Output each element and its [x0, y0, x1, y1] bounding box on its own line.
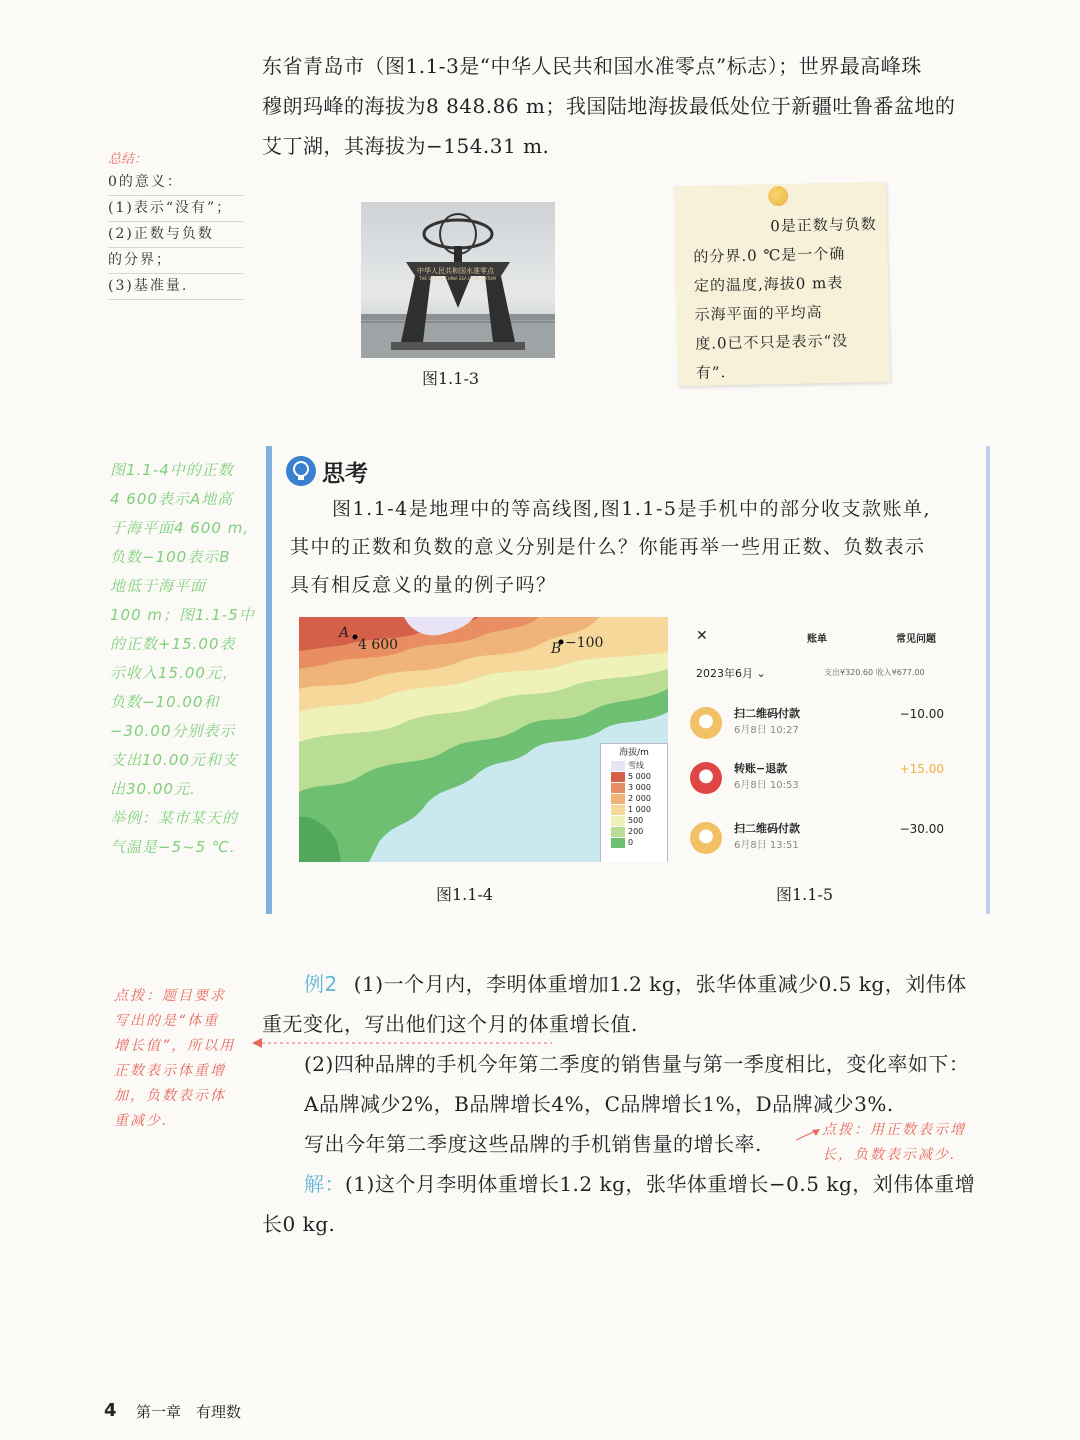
sticky-line: 0是正数与负数 [770, 215, 877, 236]
figure-114-caption: 图1.1-4 [436, 885, 494, 904]
plaque-en: THE SITE OF CHINA SEA LEVEL DATUM [419, 276, 496, 281]
map-legend [600, 743, 668, 862]
page-number: 4 [104, 1400, 117, 1421]
intro-line: 艾丁湖，其海拔为−154.31 m. [262, 134, 550, 158]
summary-line: (1)表示“没有”； [108, 196, 243, 222]
think-line: 具有相反意义的量的例子吗？ [290, 574, 557, 596]
green-note-line: 气温是−5~5 ℃. [110, 838, 236, 856]
think-border-left [266, 446, 272, 914]
transaction-amount: −10.00 [899, 707, 944, 721]
transaction-title: 扫二维码付款 [734, 822, 800, 835]
intro-line: 东省青岛市（图1.1-3是“中华人民共和国水准零点”标志）；世界最高峰珠 [262, 54, 922, 78]
legend-swatch [611, 816, 625, 826]
think-icon [286, 456, 316, 486]
legend-label: 5 000 [628, 772, 651, 781]
chevron-down-icon: ⌄ [756, 667, 766, 680]
legend-item [611, 804, 667, 815]
example-line: 重无变化，写出他们这个月的体重增长值. [262, 1012, 638, 1036]
sticky-note [674, 182, 890, 386]
chapter-title: 第一章 有理数 [136, 1403, 242, 1421]
legend-items [611, 760, 667, 848]
green-note-line: 4 600表示A地高 [110, 490, 234, 508]
legend-title: 海拔/m [619, 748, 649, 758]
legend-swatch [611, 761, 625, 771]
summary-line: (3)基准量. [108, 274, 243, 300]
solution-label: 解： [304, 1172, 345, 1196]
hint-right-note [822, 1118, 992, 1168]
figure-114-map [299, 617, 668, 862]
legend-label: 2 000 [628, 794, 651, 803]
legend-label: 0 [628, 838, 634, 847]
transaction-row[interactable] [690, 820, 960, 860]
intro-line: 穆朗玛峰的海拔为8 848.86 m；我国陆地海拔最低处位于新疆吐鲁番盆地的 [262, 94, 956, 118]
think-line: 其中的正数和负数的意义分别是什么？你能再举一些用正数、负数表示 [290, 536, 926, 558]
summary-line: 0的意义： [108, 170, 243, 196]
point-b-label: B [551, 641, 562, 657]
transaction-time: 6月8日 10:53 [734, 780, 799, 791]
figure-113-caption: 图1.1-3 [422, 369, 480, 388]
example-text: (1)一个月内，李明体重增加1.2 kg，张华体重减少0.5 kg，刘伟体 [353, 972, 967, 996]
summary-line: 的分界； [108, 248, 243, 274]
solution-text: (1)这个月李明体重增长1.2 kg，张华体重增长−0.5 kg，刘伟体重增 [345, 1172, 976, 1196]
example-line: 写出今年第二季度这些品牌的手机销售量的增长率. [304, 1132, 762, 1156]
figure-115-caption: 图1.1-5 [776, 885, 834, 904]
legend-item [611, 826, 667, 837]
green-note-line: 负数−100表示B [110, 548, 231, 566]
transaction-amount: +15.00 [899, 762, 944, 776]
green-note-line: 于海平面4 600 m, [110, 519, 250, 537]
tab-faq[interactable]: 常见问题 [896, 634, 936, 645]
hint-left-line: 写出的是“体重 [114, 1013, 220, 1029]
legend-item [611, 782, 667, 793]
example-line [262, 964, 1022, 1004]
legend-label: 雪线 [628, 761, 644, 770]
solution-line [262, 1164, 1022, 1204]
transfer-icon [690, 762, 722, 794]
example-block [262, 964, 1022, 1244]
hint-arrow-right [794, 1126, 824, 1142]
month-selector[interactable] [696, 665, 766, 681]
think-border-right [986, 446, 990, 914]
legend-item [611, 760, 667, 771]
close-icon[interactable]: ✕ [696, 628, 708, 644]
legend-swatch [611, 838, 625, 848]
hint-right-line: 长，负数表示减少. [822, 1147, 957, 1163]
legend-swatch [611, 783, 625, 793]
green-note [110, 456, 262, 862]
month-label: 2023年6月 [696, 667, 753, 680]
sticky-line: 定的温度,海拔0 m表 [693, 273, 844, 295]
sticky-line: 的分界.0 ℃是一个确 [693, 244, 846, 266]
transaction-title: 转账−退款 [734, 762, 788, 775]
wallet-icon [690, 707, 722, 739]
sticky-line: 有”. [695, 363, 727, 382]
hint-left-line: 增长值”，所以用 [114, 1038, 236, 1054]
legend-item [611, 815, 667, 826]
sticky-line: 度.0已不只是表示“没 [695, 331, 849, 353]
hint-left-line: 加，负数表示体 [114, 1088, 226, 1104]
legend-label: 200 [628, 827, 644, 836]
example-line: A品牌减少2%，B品牌增长4%，C品牌增长1%，D品牌减少3%. [304, 1092, 894, 1116]
hint-right-line: 点拨：用正数表示增 [822, 1122, 966, 1138]
point-a-value: 4 600 [358, 637, 399, 653]
legend-swatch [611, 772, 625, 782]
summary-line: (2)正数与负数 [108, 222, 243, 248]
legend-label: 3 000 [628, 783, 651, 792]
hint-left-line: 正数表示体重增 [114, 1063, 226, 1079]
legend-swatch [611, 805, 625, 815]
green-note-line: −30.00分别表示 [110, 722, 236, 740]
think-line: 图1.1-4是地理中的等高线图,图1.1-5是手机中的部分收支款账单, [332, 498, 932, 520]
think-body [290, 490, 980, 604]
point-a-label: A [339, 625, 350, 641]
legend-label: 500 [628, 816, 644, 825]
sticky-line: 示海平面的平均高 [694, 303, 823, 324]
transaction-title: 扫二维码付款 [734, 707, 800, 720]
summary-heading: 总结： [108, 152, 148, 167]
green-note-line: 负数−10.00和 [110, 693, 220, 711]
green-note-line: 图1.1-4中的正数 [110, 461, 234, 479]
plaque-text: 中华人民共和国水准零点 [417, 267, 494, 275]
legend-item [611, 793, 667, 804]
legend-swatch [611, 827, 625, 837]
summary-note [108, 148, 243, 300]
green-note-line: 的正数+15.00表 [110, 635, 236, 653]
green-note-line: 示收入15.00元， [110, 664, 238, 682]
legend-item [611, 771, 667, 782]
intro-paragraph [262, 46, 1022, 166]
figure-115-bill [690, 620, 960, 865]
green-note-line: 100 m；图1.1-5中 [110, 606, 255, 624]
green-note-line: 出30.00元. [110, 780, 196, 798]
pin-icon [768, 186, 788, 206]
transaction-time: 6月8日 10:27 [734, 725, 799, 736]
tab-bill[interactable]: 账单 [807, 634, 827, 645]
transaction-row[interactable] [690, 705, 960, 745]
hint-left-line: 点拨：题目要求 [114, 988, 226, 1004]
example-line: (2)四种品牌的手机今年第二季度的销售量与第一季度相比，变化率如下： [304, 1052, 970, 1076]
figure-113-photo [361, 202, 555, 358]
transaction-time: 6月8日 13:51 [734, 840, 799, 851]
wallet-icon [690, 822, 722, 854]
point-b-value: −100 [565, 635, 604, 651]
sticky-text [693, 210, 881, 388]
month-summary: 支出¥320.60 收入¥677.00 [824, 668, 925, 677]
green-note-line: 支出10.00元和支 [110, 751, 238, 769]
transaction-row[interactable] [690, 760, 960, 800]
solution-line: 长0 kg. [262, 1212, 336, 1236]
green-note-line: 举例：某市某天的 [110, 809, 239, 827]
think-title: 思考 [322, 461, 368, 487]
green-note-line: 地低于海平面 [110, 577, 207, 595]
hint-left-line: 重减少. [114, 1113, 169, 1129]
example-label: 例2 [304, 972, 338, 996]
legend-swatch [611, 794, 625, 804]
legend-item [611, 837, 667, 848]
transaction-amount: −30.00 [899, 822, 944, 836]
hint-left-note [114, 984, 258, 1134]
legend-label: 1 000 [628, 805, 651, 814]
